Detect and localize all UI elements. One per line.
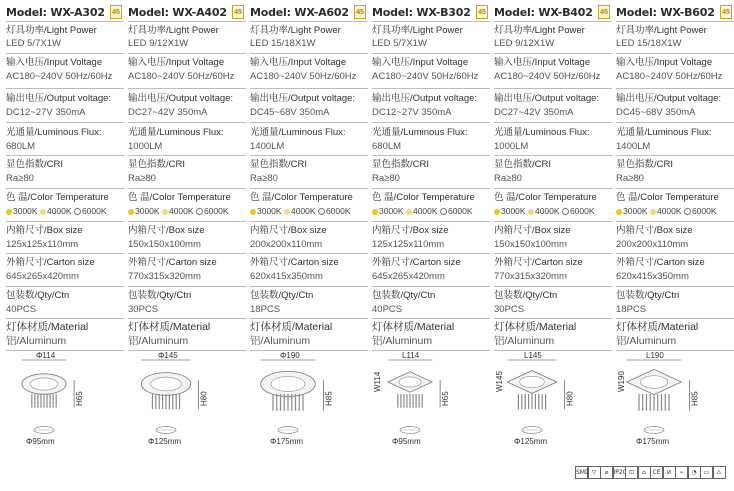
divider: [128, 21, 246, 22]
carton-value: 770x315x320mm: [494, 271, 567, 282]
ct-option: 4000K: [290, 206, 316, 216]
divider: [494, 318, 612, 319]
power-value: LED 9/12X1W: [494, 38, 555, 49]
qty-label: 包装数/Qty/Ctn: [250, 290, 314, 301]
box-label: 内箱尺寸/Box size: [616, 225, 693, 236]
certification-icon: ⊘: [663, 466, 676, 479]
divider: [250, 188, 368, 189]
qty-value: 40PCS: [6, 304, 37, 315]
cri-value: Ra≥80: [6, 173, 34, 184]
voltage-label: 输入电压/Input Voltage: [250, 57, 347, 68]
dimension-drawing: [128, 352, 246, 447]
divider: [372, 53, 490, 54]
product-drawing: [6, 352, 124, 447]
output-label: 输出电压/Output voltage:: [616, 93, 722, 104]
box-label: 内箱尺寸/Box size: [494, 225, 571, 236]
length-label: L145: [524, 351, 542, 360]
material-label: 灯体材质/Material: [372, 321, 455, 333]
divider: [372, 286, 490, 287]
power-label: 灯具功率/Light Power: [128, 25, 219, 36]
cool-dot-icon: [318, 208, 325, 215]
flux-value: 1400LM: [616, 141, 651, 152]
certification-icon: IP20: [613, 466, 626, 479]
lens: [151, 377, 182, 391]
divider: [6, 88, 124, 89]
divider: [372, 21, 490, 22]
ct-option: 6000K: [691, 206, 717, 216]
output-value: DC12~27V 350mA: [6, 107, 86, 118]
cool-dot-icon: [196, 208, 203, 215]
ct-option: 3000K: [135, 206, 160, 216]
divider: [250, 21, 368, 22]
carton-label: 外箱尺寸/Carton size: [6, 257, 95, 268]
warm-dot-icon: [6, 209, 12, 215]
ct-option: 4000K: [534, 206, 560, 216]
ct-options: [250, 206, 351, 217]
model-header: [128, 3, 246, 20]
model-header: [372, 3, 490, 20]
certification-icon: ⊡: [625, 466, 638, 479]
power-label: 灯具功率/Light Power: [372, 25, 463, 36]
cool-dot-icon: [440, 208, 447, 215]
divider: [128, 350, 246, 351]
output-value: DC45~68V 350mA: [250, 107, 330, 118]
ct-option: 6000K: [447, 206, 473, 216]
dimension-drawing: [372, 352, 490, 447]
box-value: 200x200x110mm: [616, 239, 689, 250]
ct-options: [6, 206, 107, 217]
voltage-label: 输入电压/Input Voltage: [616, 57, 713, 68]
qty-label: 包装数/Qty/Ctn: [128, 290, 192, 301]
divider: [250, 221, 368, 222]
box-label: 内箱尺寸/Box size: [128, 225, 205, 236]
voltage-value: AC180~240V 50Hz/60Hz: [6, 71, 113, 82]
cutout-label: Φ125mm: [148, 437, 182, 446]
divider: [616, 21, 734, 22]
neutral-dot-icon: [162, 209, 168, 215]
height-label: H85: [324, 391, 334, 406]
qty-label: 包装数/Qty/Ctn: [616, 290, 680, 301]
output-label: 输出电压/Output voltage:: [6, 93, 112, 104]
voltage-value: AC180~240V 50Hz/60Hz: [128, 71, 235, 82]
ct-option: 3000K: [623, 206, 648, 216]
power-label: 灯具功率/Light Power: [494, 25, 585, 36]
width-label: W190: [617, 371, 626, 392]
neutral-dot-icon: [528, 209, 534, 215]
flux-value: 1400LM: [250, 141, 285, 152]
qty-label: 包装数/Qty/Ctn: [6, 290, 70, 301]
product-drawing: [616, 352, 734, 447]
divider: [616, 253, 734, 254]
flux-value: 1000LM: [128, 141, 163, 152]
divider: [128, 286, 246, 287]
output-value: DC27~42V 350mA: [128, 107, 208, 118]
voltage-value: AC180~240V 50Hz/60Hz: [616, 71, 723, 82]
width-label: W114: [373, 371, 382, 392]
angle-badge: 45: [476, 5, 488, 19]
ct-label: 色 温/Color Temperature: [494, 192, 597, 203]
model-header: [494, 3, 612, 20]
ct-option: 3000K: [379, 206, 404, 216]
box-label: 内箱尺寸/Box size: [6, 225, 83, 236]
divider: [250, 318, 368, 319]
divider: [494, 53, 612, 54]
flux-label: 光通量/Luminous Flux:: [128, 127, 224, 138]
ct-options: [616, 206, 717, 217]
divider: [372, 88, 490, 89]
box-label: 内箱尺寸/Box size: [250, 225, 327, 236]
certification-icon: ⚠: [713, 466, 726, 479]
qty-label: 包装数/Qty/Ctn: [494, 290, 558, 301]
height-label: H80: [565, 391, 575, 406]
height-label: H85: [690, 391, 700, 406]
model-name: Model: WX-A302: [6, 6, 105, 19]
flux-label: 光通量/Luminous Flux:: [6, 127, 102, 138]
cri-label: 显色指数/CRI: [616, 159, 674, 170]
divider: [6, 188, 124, 189]
cutout-label: Φ125mm: [514, 437, 548, 446]
divider: [372, 350, 490, 351]
divider: [128, 53, 246, 54]
product-drawing: [128, 352, 246, 447]
warm-dot-icon: [616, 209, 622, 215]
material-value: 铝/Aluminum: [250, 335, 311, 347]
diameter-label: Φ114: [36, 351, 56, 360]
divider: [494, 21, 612, 22]
ct-option: 4000K: [656, 206, 682, 216]
certification-icon: ⌂: [638, 466, 651, 479]
ct-options: [128, 206, 229, 217]
carton-value: 770x315x320mm: [128, 271, 201, 282]
carton-value: 620x415x350mm: [616, 271, 689, 282]
ct-option: 4000K: [168, 206, 194, 216]
angle-badge: 45: [720, 5, 732, 19]
cool-dot-icon: [562, 208, 569, 215]
cri-value: Ra≥80: [494, 173, 522, 184]
ct-label: 色 温/Color Temperature: [250, 192, 353, 203]
lens: [30, 378, 57, 390]
cutout-label: Φ95mm: [392, 437, 421, 446]
divider: [128, 88, 246, 89]
ct-label: 色 温/Color Temperature: [6, 192, 109, 203]
model-name: Model: WX-B602: [616, 6, 715, 19]
divider: [6, 318, 124, 319]
dimension-drawing: [250, 352, 368, 447]
power-label: 灯具功率/Light Power: [250, 25, 341, 36]
dimension-drawing: [6, 352, 124, 447]
qty-label: 包装数/Qty/Ctn: [372, 290, 436, 301]
ct-option: 6000K: [81, 206, 107, 216]
diameter-label: Φ145: [158, 351, 178, 360]
certification-icon: ▽: [588, 466, 601, 479]
cri-value: Ra≥80: [372, 173, 400, 184]
box-value: 150x150x100mm: [128, 239, 201, 250]
divider: [6, 122, 124, 123]
angle-badge: 45: [354, 5, 366, 19]
material-value: 铝/Aluminum: [372, 335, 433, 347]
model-name: Model: WX-A402: [128, 6, 227, 19]
divider: [128, 155, 246, 156]
carton-label: 外箱尺寸/Carton size: [250, 257, 339, 268]
certification-icon: ⌁: [675, 466, 688, 479]
ct-option: 4000K: [412, 206, 438, 216]
divider: [372, 155, 490, 156]
material-label: 灯体材质/Material: [128, 321, 211, 333]
divider: [372, 122, 490, 123]
lens: [399, 377, 421, 387]
height-label: H65: [75, 391, 85, 406]
divider: [6, 350, 124, 351]
divider: [372, 253, 490, 254]
power-value: LED 5/7X1W: [372, 38, 427, 49]
flux-value: 680LM: [6, 141, 36, 152]
cool-dot-icon: [74, 208, 81, 215]
flux-value: 1000LM: [494, 141, 529, 152]
carton-label: 外箱尺寸/Carton size: [128, 257, 217, 268]
qty-value: 18PCS: [250, 304, 281, 315]
voltage-label: 输入电压/Input Voltage: [494, 57, 591, 68]
carton-value: 645x265x420mm: [372, 271, 445, 282]
length-label: L190: [646, 351, 664, 360]
diameter-label: Φ190: [280, 351, 300, 360]
lens: [520, 376, 545, 387]
neutral-dot-icon: [284, 209, 290, 215]
divider: [250, 253, 368, 254]
qty-value: 30PCS: [494, 304, 525, 315]
output-label: 输出电压/Output voltage:: [250, 93, 356, 104]
product-column: [494, 0, 612, 460]
divider: [128, 318, 246, 319]
material-label: 灯体材质/Material: [250, 321, 333, 333]
divider: [128, 221, 246, 222]
dimension-drawing: [616, 352, 734, 447]
height-label: H80: [199, 391, 209, 406]
box-value: 200x200x110mm: [250, 239, 323, 250]
warm-dot-icon: [494, 209, 500, 215]
ct-options: [494, 206, 595, 217]
box-value: 125x125x110mm: [6, 239, 79, 250]
product-column: [250, 0, 368, 460]
warm-dot-icon: [372, 209, 378, 215]
width-label: W145: [495, 371, 504, 392]
output-label: 输出电压/Output voltage:: [128, 93, 234, 104]
cri-label: 显色指数/CRI: [128, 159, 186, 170]
ct-label: 色 温/Color Temperature: [128, 192, 231, 203]
lens: [271, 376, 305, 391]
voltage-value: AC180~240V 50Hz/60Hz: [372, 71, 479, 82]
carton-value: 645x265x420mm: [6, 271, 79, 282]
divider: [616, 221, 734, 222]
ct-option: 6000K: [203, 206, 229, 216]
power-label: 灯具功率/Light Power: [6, 25, 97, 36]
output-label: 输出电压/Output voltage:: [372, 93, 478, 104]
product-column: [128, 0, 246, 460]
divider: [250, 155, 368, 156]
dimension-drawing: [494, 352, 612, 447]
warm-dot-icon: [128, 209, 134, 215]
qty-value: 18PCS: [616, 304, 647, 315]
divider: [6, 253, 124, 254]
model-header: [6, 3, 124, 20]
divider: [250, 122, 368, 123]
model-name: Model: WX-B302: [372, 6, 471, 19]
carton-value: 620x415x350mm: [250, 271, 323, 282]
voltage-value: AC180~240V 50Hz/60Hz: [250, 71, 357, 82]
cutout-label: Φ95mm: [26, 437, 55, 446]
neutral-dot-icon: [40, 209, 46, 215]
divider: [494, 88, 612, 89]
divider: [494, 253, 612, 254]
length-label: L114: [402, 351, 420, 360]
voltage-label: 输入电压/Input Voltage: [128, 57, 225, 68]
product-column: [6, 0, 124, 460]
divider: [6, 21, 124, 22]
power-value: LED 9/12X1W: [128, 38, 189, 49]
divider: [250, 286, 368, 287]
material-label: 灯体材质/Material: [616, 321, 699, 333]
divider: [616, 350, 734, 351]
divider: [616, 122, 734, 123]
cool-dot-icon: [684, 208, 691, 215]
divider: [494, 188, 612, 189]
certification-icon: ▭: [700, 466, 713, 479]
product-drawing: [372, 352, 490, 447]
divider: [494, 286, 612, 287]
divider: [494, 122, 612, 123]
cri-label: 显色指数/CRI: [250, 159, 308, 170]
warm-dot-icon: [250, 209, 256, 215]
voltage-label: 输入电压/Input Voltage: [372, 57, 469, 68]
neutral-dot-icon: [406, 209, 412, 215]
lens: [640, 376, 667, 389]
divider: [250, 88, 368, 89]
divider: [6, 286, 124, 287]
divider: [372, 318, 490, 319]
box-value: 150x150x100mm: [494, 239, 567, 250]
divider: [616, 155, 734, 156]
divider: [616, 286, 734, 287]
carton-label: 外箱尺寸/Carton size: [494, 257, 583, 268]
material-label: 灯体材质/Material: [494, 321, 577, 333]
height-label: H65: [441, 391, 451, 406]
divider: [494, 350, 612, 351]
product-drawing: [250, 352, 368, 447]
ct-option: 3000K: [501, 206, 526, 216]
ct-label: 色 温/Color Temperature: [372, 192, 475, 203]
divider: [372, 221, 490, 222]
flux-label: 光通量/Luminous Flux:: [250, 127, 346, 138]
product-column: [616, 0, 734, 460]
flux-label: 光通量/Luminous Flux:: [494, 127, 590, 138]
box-value: 125x125x110mm: [372, 239, 445, 250]
divider: [250, 350, 368, 351]
neutral-dot-icon: [650, 209, 656, 215]
cri-label: 显色指数/CRI: [372, 159, 430, 170]
output-value: DC12~27V 350mA: [372, 107, 452, 118]
cri-value: Ra≥80: [250, 173, 278, 184]
carton-label: 外箱尺寸/Carton size: [372, 257, 461, 268]
divider: [6, 221, 124, 222]
certification-icon: ◔: [688, 466, 701, 479]
output-value: DC45~68V 350mA: [616, 107, 696, 118]
certification-icon: CE: [650, 466, 663, 479]
voltage-value: AC180~240V 50Hz/60Hz: [494, 71, 601, 82]
divider: [6, 155, 124, 156]
box-label: 内箱尺寸/Box size: [372, 225, 449, 236]
product-drawing: [494, 352, 612, 447]
voltage-label: 输入电压/Input Voltage: [6, 57, 103, 68]
cri-value: Ra≥80: [128, 173, 156, 184]
model-name: Model: WX-B402: [494, 6, 593, 19]
ct-option: 3000K: [13, 206, 38, 216]
divider: [128, 188, 246, 189]
angle-badge: 45: [232, 5, 244, 19]
divider: [616, 88, 734, 89]
cri-label: 显色指数/CRI: [494, 159, 552, 170]
divider: [250, 53, 368, 54]
flux-label: 光通量/Luminous Flux:: [616, 127, 712, 138]
ct-label: 色 温/Color Temperature: [616, 192, 719, 203]
cutout-label: Φ175mm: [270, 437, 304, 446]
divider: [616, 53, 734, 54]
divider: [494, 221, 612, 222]
model-header: [616, 3, 734, 20]
ct-options: [372, 206, 473, 217]
material-label: 灯体材质/Material: [6, 321, 89, 333]
certification-icon: ⌀: [600, 466, 613, 479]
divider: [128, 253, 246, 254]
flux-label: 光通量/Luminous Flux:: [372, 127, 468, 138]
ct-option: 6000K: [569, 206, 595, 216]
ct-option: 3000K: [257, 206, 282, 216]
divider: [616, 188, 734, 189]
divider: [494, 155, 612, 156]
angle-badge: 45: [110, 5, 122, 19]
material-value: 铝/Aluminum: [494, 335, 555, 347]
cri-value: Ra≥80: [616, 173, 644, 184]
material-value: 铝/Aluminum: [6, 335, 67, 347]
power-value: LED 15/18X1W: [616, 38, 682, 49]
material-value: 铝/Aluminum: [128, 335, 189, 347]
qty-value: 40PCS: [372, 304, 403, 315]
ct-option: 4000K: [46, 206, 72, 216]
power-label: 灯具功率/Light Power: [616, 25, 707, 36]
material-value: 铝/Aluminum: [616, 335, 677, 347]
ct-option: 6000K: [325, 206, 351, 216]
carton-label: 外箱尺寸/Carton size: [616, 257, 705, 268]
qty-value: 30PCS: [128, 304, 159, 315]
angle-badge: 45: [598, 5, 610, 19]
cutout-label: Φ175mm: [636, 437, 670, 446]
product-column: [372, 0, 490, 460]
model-header: [250, 3, 368, 20]
cri-label: 显色指数/CRI: [6, 159, 64, 170]
divider: [6, 53, 124, 54]
divider: [616, 318, 734, 319]
output-value: DC27~42V 350mA: [494, 107, 574, 118]
model-name: Model: WX-A602: [250, 6, 349, 19]
divider: [372, 188, 490, 189]
certification-icon: SMD: [575, 466, 588, 479]
divider: [128, 122, 246, 123]
output-label: 输出电压/Output voltage:: [494, 93, 600, 104]
power-value: LED 15/18X1W: [250, 38, 316, 49]
flux-value: 680LM: [372, 141, 402, 152]
power-value: LED 5/7X1W: [6, 38, 61, 49]
